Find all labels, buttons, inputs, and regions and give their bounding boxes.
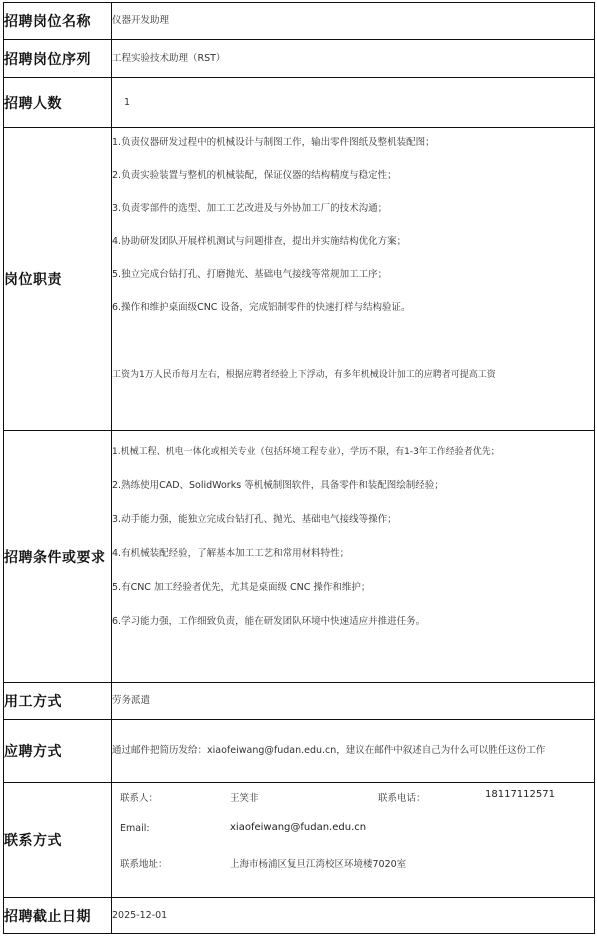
contact-address-value: 上海市杨浦区复旦江湾校区环境楼7020室 [230,859,407,870]
contact-person-label: 联系人： [120,793,159,804]
contact-email-link[interactable]: xiaofeiwang@fudan.edu.cn [230,822,367,833]
position-name-value: 仪器开发助理 [112,3,595,40]
headcount-value: 1 [112,78,595,128]
row-contact [4,783,595,898]
apply-label: 应聘方式 [4,720,112,783]
requirement-item: 4.有机械装配经验，了解基本加工工艺和常用材料特性； [112,548,350,559]
duty-item: 5.独立完成台钻打孔、打磨抛光、基础电气接线等常规加工工序； [112,269,388,280]
row-apply [4,720,595,783]
requirement-item: 6.学习能力强，工作细致负责，能在研发团队环境中快速适应并推进任务。 [112,616,426,627]
requirement-item: 5.有CNC 加工经验者优先，尤其是桌面级 CNC 操作和维护； [112,582,371,593]
duties-cell [112,128,595,431]
contact-grid [112,783,594,897]
employment-value: 劳务派遣 [112,683,595,720]
position-series-value: 工程实验技术助理（RST） [112,40,595,78]
row-position-name [4,3,595,40]
requirement-item: 3.动手能力强，能独立完成台钻打孔、抛光、基础电气接线等操作； [112,514,397,525]
duty-item: 1.负责仪器研发过程中的机械设计与制图工作，输出零件图纸及整机装配图； [112,137,435,148]
duty-item: 3.负责零部件的选型、加工工艺改进及与外协加工厂的技术沟通； [112,203,388,214]
deadline-label: 招聘截止日期 [4,898,112,934]
contact-label: 联系方式 [4,783,112,898]
requirement-item: 2.熟练使用CAD、SolidWorks 等机械制图软件，具备零件和装配图绘制经验； [112,480,444,491]
job-posting-table [3,2,595,934]
row-position-series [4,40,595,78]
duty-item: 4.协助研发团队开展样机测试与问题排查，提出并实施结构优化方案； [112,236,407,247]
duty-item: 6.操作和维护桌面级CNC 设备，完成铝制零件的快速打样与结构验证。 [112,302,411,313]
duties-label: 岗位职责 [4,128,112,431]
row-requirements [4,431,595,683]
contact-phone-label: 联系电话： [378,793,426,804]
headcount-label: 招聘人数 [4,78,112,128]
contact-email-label: Email: [120,823,150,834]
contact-person-value: 王笑非 [230,793,259,804]
contact-phone-value: 18117112571 [485,789,555,800]
position-name-label: 招聘岗位名称 [4,3,112,40]
requirement-item: 1.机械工程、机电一体化或相关专业（包括环境工程专业），学历不限，有1-3年工作经验者优先； [112,447,500,457]
apply-value: 通过邮件把简历发给：xiaofeiwang@fudan.edu.cn，建议在邮件中叙述自己为什么可以胜任这份工作 [112,720,595,783]
row-headcount [4,78,595,128]
row-duties [4,128,595,431]
deadline-value: 2025-12-01 [112,898,595,934]
contact-address-label: 联系地址： [120,859,168,870]
employment-label: 用工方式 [4,683,112,720]
position-series-label: 招聘岗位序列 [4,40,112,78]
requirements-label: 招聘条件或要求 [4,431,112,683]
row-employment [4,683,595,720]
duty-item: 2.负责实验装置与整机的机械装配，保证仪器的结构精度与稳定性； [112,170,397,181]
requirements-cell [112,431,595,683]
salary-note: 工资为1万人民币每月左右，根据应聘者经验上下浮动，有多年机械设计加工的应聘者可提高工资 [112,370,496,380]
contact-cell [112,783,595,898]
row-deadline [4,898,595,934]
